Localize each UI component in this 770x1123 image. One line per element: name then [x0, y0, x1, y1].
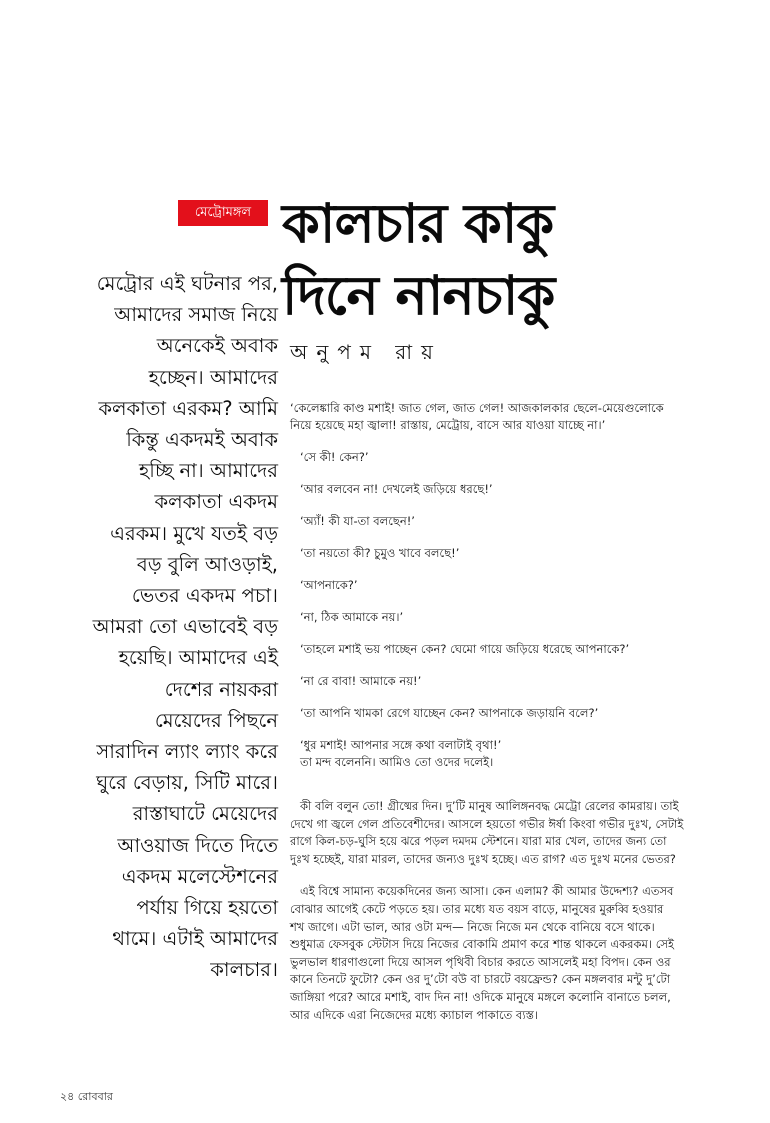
- body-line: শখ জাগে। এটা ভাল, আর ওটা মন্দ— নিজে নিজে মন থেকে বানিয়ে বসে থাকে।: [290, 919, 655, 934]
- body-line: ভুলভাল ধারণাগুলো দিয়ে আসল পৃথিবী বিচার করতে আসলেই মহা বিপদ। কেন ওর: [290, 954, 671, 969]
- body-line: জাঙ্গিয়া পরে? আরে মশাই, বাদ দিন না! ওদিকে মানুষে মঙ্গলে কলোনি বানাতে চলল,: [290, 989, 671, 1004]
- pull-quote-line: আওয়াজ দিতে দিতে: [117, 833, 278, 857]
- pull-quote-line: হচ্ছি না। আমাদের: [139, 459, 278, 483]
- dialogue-paragraph: [290, 609, 735, 626]
- pull-quote-line: হচ্ছেন। আমাদের: [148, 365, 278, 389]
- dialogue-line: ‘ধুর মশাই! আপনার সঙ্গে কথা বলাটাই বৃথা!’: [300, 738, 502, 752]
- dialogue-paragraph: [290, 513, 735, 530]
- pull-quote: [68, 268, 278, 986]
- pull-quote-line: একদম মলেস্টেশনের: [121, 864, 278, 888]
- dialogue-paragraph: [290, 673, 735, 690]
- body-line: শুধুমাত্র ফেসবুক স্টেটাস দিয়ে নিজের বোকামি প্রমাণ করে শান্ত থাকলে একরকম। সেই: [290, 937, 674, 952]
- body-line: রাগে কিল-চড়-ঘুসি হয়ে ঝরে পড়ল দমদম স্টেশনে। যারা মার খেল, তাদের জন্য তো: [290, 834, 667, 849]
- body-line: কী বলি বলুন তো! গ্রীষ্মের দিন। দু’টি মানুষ আলিঙ্গনবদ্ধ মেট্রো রেলের কামরায়। তাই: [300, 799, 679, 813]
- body-line: দুঃখ হচ্ছেই, যারা মারল, তাদের জন্যও দুঃখ হচ্ছে। এত রাগ? এত দুঃখ মনের ভেতর?: [290, 851, 676, 866]
- dialogue-line: ‘তা আপনি খামকা রেগে যাচ্ছেন কেন? আপনাকে জড়ায়নি বলে?’: [300, 706, 599, 720]
- pull-quote-line: কালচার।: [210, 958, 278, 982]
- body-line: বোঝার আগেই কেটে পড়তে হয়। তার মধ্যে যত বয়স বাড়ে, মানুষের মুরুব্বি হওয়ার: [290, 901, 664, 916]
- dialogue-line: ‘অ্যাঁ! কী যা-তা বলছেন!’: [300, 514, 415, 528]
- dialogue-paragraph: [290, 545, 735, 562]
- dialogue-paragraph: [290, 449, 735, 466]
- dialogue-line: ‘আপনাকে?’: [300, 578, 358, 592]
- dialogue-line: ‘সে কী! কেন?’: [300, 450, 369, 464]
- pull-quote-line: কলকাতা এরকম? আমি: [98, 396, 278, 420]
- pull-quote-line: আমরা তো এভাবেই বড়: [92, 615, 278, 639]
- dialogue-line: ‘আর বলবেন না! দেখলেই জড়িয়ে ধরছে!’: [300, 482, 493, 496]
- dialogue-line: ‘না, ঠিক আমাকে নয়।’: [300, 610, 404, 624]
- section-tag: মেট্রোমঙ্গল: [178, 200, 268, 226]
- dialogue-paragraph: [290, 481, 735, 498]
- title-line: কালচার কাকু: [282, 192, 554, 255]
- author-byline: অনুপম রায়: [290, 340, 442, 364]
- pull-quote-line: ঘুরে বেড়ায়, সিটি মারে।: [96, 771, 278, 795]
- dialogue-line: ‘না রে বাবা! আমাকে নয়!’: [300, 674, 422, 688]
- title-line: দিনে নানচাকু: [282, 264, 555, 327]
- dialogue-line: নিয়ে হয়েছে মহা জ্বালা! রাস্তায়, মেট্রোয়, বাসে আর যাওয়া যাচ্ছে না।’: [290, 418, 606, 432]
- dialogue-paragraph: [290, 641, 735, 658]
- dialogue-paragraph: [290, 737, 735, 771]
- body-line: কানে তিনটে ফুটো? কেন ওর দু’টো বউ বা চারটে বয়ফ্রেন্ড? কেন মঙ্গলবার মন্টু দু’টো: [290, 972, 671, 987]
- pull-quote-line: হয়েছি। আমাদের এই: [118, 646, 278, 670]
- pull-quote-line: কিন্তু একদমই অবাক: [126, 428, 278, 452]
- body-paragraph: [290, 798, 735, 868]
- dialogue-line: ‘তা নয়তো কী? চুমুও খাবে বলছে!’: [300, 546, 460, 560]
- body-line: আর এদিকে এরা নিজেদের মধ্যে ক্যাচাল পাকাতে ব্যস্ত।: [290, 1007, 539, 1022]
- pull-quote-line: আমাদের সমাজ নিয়ে: [114, 303, 278, 327]
- pull-quote-line: থামে। এটাই আমাদের: [112, 927, 278, 951]
- dialogue-paragraph: [290, 577, 735, 594]
- article-body: [290, 798, 735, 1024]
- pull-quote-line: সারাদিন ল্যাং ল্যাং করে: [96, 740, 278, 764]
- page-footer: ২৪ রোববার: [60, 1090, 113, 1103]
- dialogue-paragraph: [290, 705, 735, 722]
- body-line: দেখে গা জ্বলে গেল প্রতিবেশীদের। আসলে হয়তো গভীর ঈর্ষা কিংবা গভীর দুঃখ, সেটাই: [290, 816, 684, 831]
- dialogue-block: [290, 400, 735, 771]
- dialogue-paragraph: [290, 400, 735, 434]
- pull-quote-line: পর্যায় গিয়ে হয়তো: [136, 896, 278, 920]
- pull-quote-line: রাস্তাঘাটে মেয়েদের: [132, 802, 278, 826]
- pull-quote-line: অনেকেই অবাক: [156, 334, 278, 358]
- pull-quote-line: ভেতর একদম পচা।: [131, 584, 278, 608]
- dialogue-line: ‘কেলেঙ্কারি কাণ্ড মশাই! জাত গেল, জাত গেল! আজকালকার ছেলে-মেয়েগুলোকে: [290, 401, 664, 415]
- pull-quote-line: বড় বুলি আওড়াই,: [136, 552, 278, 576]
- pull-quote-line: দেশের নায়করা: [164, 677, 278, 701]
- pull-quote-line: এরকম। মুখে যতই বড়: [110, 521, 278, 545]
- pull-quote-line: মেট্রোর এই ঘটনার পর,: [96, 272, 278, 295]
- dialogue-line: তা মন্দ বলেননি। আমিও তো ওদের দলেই।: [300, 755, 494, 769]
- article-title: [282, 188, 752, 332]
- pull-quote-line: কলকাতা একদম: [154, 490, 278, 514]
- dialogue-line: ‘তাহলে মশাই ভয় পাচ্ছেন কেন? ঘেমো গায়ে জড়িয়ে ধরেছে আপনাকে?’: [300, 642, 630, 656]
- pull-quote-line: মেয়েদের পিছনে: [154, 708, 278, 732]
- body-paragraph: [290, 883, 735, 1024]
- body-line: এই বিশ্বে সামান্য কয়েকদিনের জন্য আসা। কেন এলাম? কী আমার উদ্দেশ্য? এতসব: [300, 884, 674, 899]
